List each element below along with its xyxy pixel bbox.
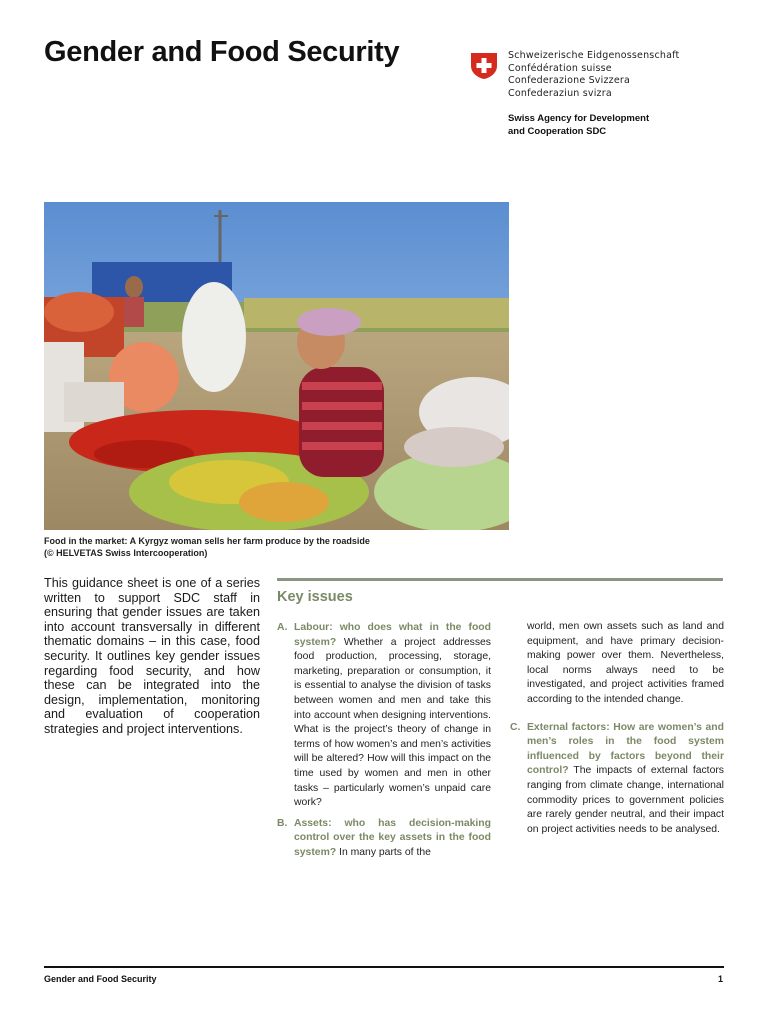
- confederation-names: [508, 50, 679, 100]
- item-marker: C.: [510, 721, 521, 733]
- section-divider: [277, 578, 723, 581]
- swiss-flag-icon: [470, 52, 498, 80]
- footer-title: Gender and Food Security: [44, 974, 157, 984]
- caption-line: Food in the market: A Kyrgyz woman sells her farm produce by the roadside: [44, 536, 370, 546]
- footer-divider: [44, 966, 724, 968]
- key-issues-column-1: [277, 621, 491, 867]
- intro-paragraph: This guidance sheet is one of a series written to support SDC staff in ensuring that gender issues are taken into account transversally in different thematic domains – in this case, food security. It outlines key gender issues regarding food security, and how these can be integrated into the design, implementation, monitoring and evaluation of cooperation strategies and project interventions.: [44, 576, 260, 736]
- key-issue-item: [277, 817, 491, 861]
- key-issues-heading: Key issues: [277, 589, 353, 605]
- agency-name: [508, 113, 649, 138]
- item-question: Assets: who has decision-making control over the key assets in the food system?: [294, 817, 491, 858]
- page-number: 1: [717, 974, 723, 984]
- item-body: Whether a project addresses food production, processing, storage, marketing, preparation or consumption, it is essential to analyse the division of tasks between women and men and take this into account when designing interventions. What is the project’s theory of change in terms of how women’s and men’s activities will be altered? How will this impact on the time used by women and men in other tasks – particularly women’s unpaid care work?: [294, 636, 491, 809]
- key-issue-item: [510, 721, 724, 838]
- item-continuation: world, men own assets such as land and equipment, and have primary decision-making power over them. Nevertheless, local norms always need to be investigated, and project activities framed according to the intended change.: [527, 621, 724, 705]
- item-marker: B.: [277, 817, 288, 829]
- item-marker: A.: [277, 622, 288, 633]
- key-issues-column-2: [510, 620, 724, 843]
- agency-line: Swiss Agency for Development: [508, 113, 650, 124]
- confederation-line: Schweizerische Eidgenossenschaft: [508, 50, 680, 61]
- confederation-line: Confédération suisse: [508, 62, 612, 74]
- key-issue-item: [277, 621, 491, 811]
- caption-line: (© HELVETAS Swiss Intercooperation): [44, 547, 208, 558]
- market-photo: [44, 202, 509, 530]
- agency-line: and Cooperation SDC: [508, 125, 607, 137]
- confederation-line: Confederaziun svizra: [508, 87, 612, 99]
- photo-caption: [44, 536, 370, 559]
- item-question: Labour: who does what in the food system?: [294, 622, 491, 648]
- item-question: External factors: How are women’s and men’s roles in the food system influenced by factors beyond their control?: [527, 721, 724, 777]
- item-body: In many parts of the: [336, 846, 431, 858]
- page-title: Gender and Food Security: [44, 36, 400, 68]
- confederation-line: Confederazione Svizzera: [508, 75, 631, 86]
- item-body: The impacts of external factors ranging from climate change, international commodity prices to government policies are rarely gender neutral, and their impact on project activities needs to be analysed.: [527, 765, 724, 835]
